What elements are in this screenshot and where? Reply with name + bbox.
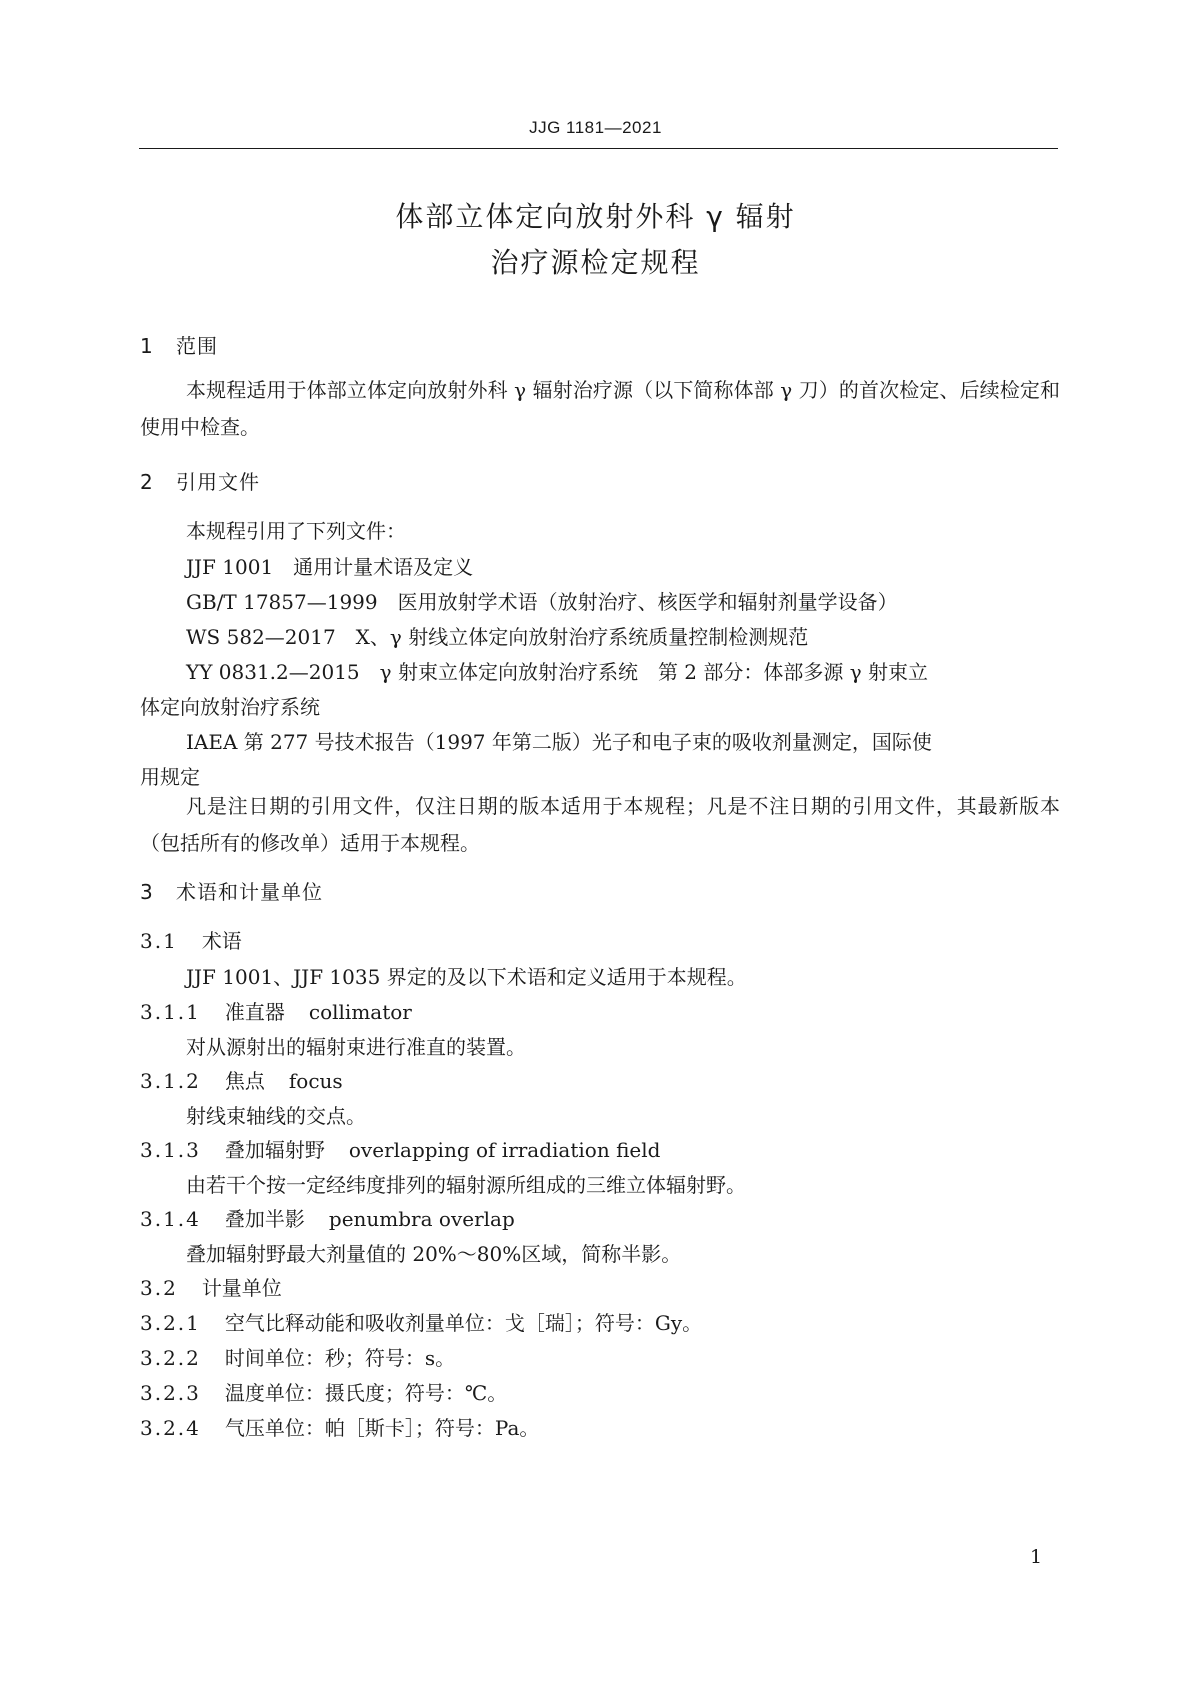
- reference-item: IAEA 第 277 号技术报告（1997 年第二版）光子和电子束的吸收剂量测定，国际使: [186, 730, 932, 754]
- term-definition: 射线束轴线的交点。: [186, 1104, 366, 1128]
- section-1-paragraph: 本规程适用于体部立体定向放射外科 γ 辐射治疗源（以下简称体部 γ 刀）的首次检定、后续检定和使用中检查。: [140, 378, 1060, 439]
- term-definition: 对从源射出的辐射束进行准直的装置。: [186, 1035, 526, 1059]
- section-title: 引用文件: [176, 470, 260, 494]
- reference-item-continuation: 用规定: [140, 765, 200, 789]
- section-number: 3: [140, 880, 154, 904]
- unit-item: [140, 1307, 702, 1336]
- references-note-paragraph: 凡是注日期的引用文件，仅注日期的版本适用于本规程；凡是不注日期的引用文件，其最新版本（包括所有的修改单）适用于本规程。: [140, 794, 1060, 855]
- clause-title: 计量单位: [201, 1276, 282, 1300]
- clause-number: 3.2.4: [140, 1416, 201, 1440]
- section-title: 术语和计量单位: [176, 880, 323, 904]
- unit-text: 气压单位：帕［斯卡］；符号：Pa。: [224, 1416, 540, 1440]
- section-1-heading: [140, 330, 218, 359]
- clause-number: 3.1.1: [140, 1000, 201, 1024]
- term-heading: [140, 1203, 515, 1232]
- term-name: 叠加辐射野: [224, 1138, 325, 1162]
- clause-number: 3.2: [140, 1276, 178, 1300]
- term-heading: [140, 996, 412, 1025]
- clause-number: 3.1.2: [140, 1069, 201, 1093]
- term-definition: 由若干个按一定经纬度排列的辐射源所组成的三维立体辐射野。: [186, 1173, 746, 1197]
- section-number: 2: [140, 470, 154, 494]
- term-name: 焦点: [224, 1069, 265, 1093]
- header-rule: [139, 148, 1058, 149]
- term-heading: [140, 1065, 343, 1094]
- page-number: 1: [1030, 1546, 1043, 1568]
- reference-item: WS 582—2017 X、γ 射线立体定向放射治疗系统质量控制检测规范: [186, 625, 809, 649]
- clause-number: 3.1.4: [140, 1207, 201, 1231]
- reference-item: GB/T 17857—1999 医用放射学术语（放射治疗、核医学和辐射剂量学设备）: [186, 590, 898, 614]
- term-name: 叠加半影: [224, 1207, 305, 1231]
- term-english: penumbra overlap: [328, 1207, 515, 1231]
- clause-number: 3.2.3: [140, 1381, 201, 1405]
- clause-3-1-heading: [140, 925, 242, 954]
- clause-3-1-text: JJF 1001、JJF 1035 界定的及以下术语和定义适用于本规程。: [186, 965, 747, 989]
- section-2-heading: [140, 466, 260, 495]
- term-english: overlapping of irradiation field: [348, 1138, 661, 1162]
- term-english: focus: [288, 1069, 343, 1093]
- unit-item: [140, 1377, 507, 1406]
- document-code-header: JJG 1181—2021: [529, 118, 662, 137]
- clause-number: 3.1.3: [140, 1138, 201, 1162]
- unit-item: [140, 1412, 539, 1441]
- clause-number: 3.1: [140, 929, 178, 953]
- clause-title: 术语: [201, 929, 242, 953]
- unit-text: 空气比释动能和吸收剂量单位：戈［瑞］；符号：Gy。: [224, 1311, 703, 1335]
- term-heading: [140, 1134, 660, 1163]
- reference-item: YY 0831.2—2015 γ 射束立体定向放射治疗系统 第 2 部分：体部多源 γ 射束立: [186, 660, 929, 684]
- term-english: collimator: [308, 1000, 412, 1024]
- unit-item: [140, 1342, 455, 1371]
- document-title-line-1: 体部立体定向放射外科 γ 辐射: [395, 200, 796, 233]
- section-title: 范围: [176, 334, 218, 358]
- clause-number: 3.2.1: [140, 1311, 201, 1335]
- document-title-line-2: 治疗源检定规程: [490, 246, 701, 279]
- reference-item: JJF 1001 通用计量术语及定义: [186, 555, 474, 579]
- clause-3-2-heading: [140, 1272, 282, 1301]
- references-intro: 本规程引用了下列文件：: [186, 519, 406, 543]
- section-number: 1: [140, 334, 154, 358]
- clause-number: 3.2.2: [140, 1346, 201, 1370]
- unit-text: 温度单位：摄氏度；符号：℃。: [224, 1381, 508, 1405]
- unit-text: 时间单位：秒；符号：s。: [224, 1346, 456, 1370]
- term-definition: 叠加辐射野最大剂量值的 20%～80%区域，简称半影。: [186, 1242, 682, 1266]
- reference-item-continuation: 体定向放射治疗系统: [140, 695, 320, 719]
- section-3-heading: [140, 876, 323, 905]
- term-name: 准直器: [224, 1000, 285, 1024]
